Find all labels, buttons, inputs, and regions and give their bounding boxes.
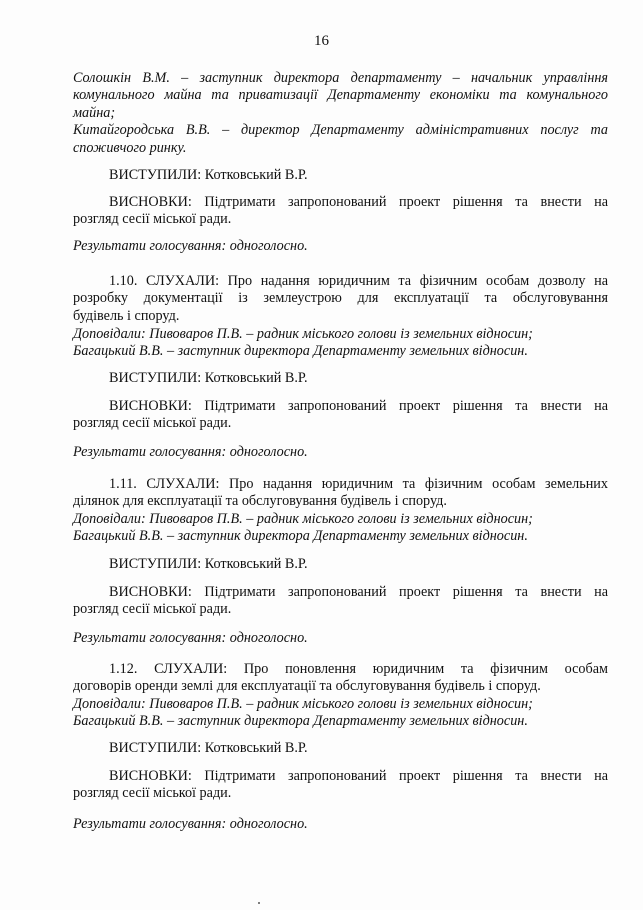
reporters-1-12: Доповідали: Пивоваров П.В. – радник міського голови із земельних відносин; Багацький В.В. – заступник директора Департаменту земельних відносин. [73,696,533,730]
vystupyly-line: ВИСТУПИЛИ: Котковський В.Р. [109,370,308,386]
vysnovky-paragraph: ВИСНОВКИ: Підтримати запропонований проект рішення та внести на розгляд сесії міської ради. [73,194,608,228]
sluhaly-paragraph-1-12: 1.12. СЛУХАЛИ: Про поновлення юридичним та фізичним особам договорів оренди землі для експлуатації та обслуговування будівель і споруд. [73,661,608,695]
reporters-1-11: Доповідали: Пивоваров П.В. – радник міського голови із земельних відносин; Багацький В.В. – заступник директора Департаменту земельних відносин. [73,511,533,545]
vysnovky-paragraph: ВИСНОВКИ: Підтримати запропонований проект рішення та внести на розгляд сесії міської ради. [73,398,608,432]
voting-results: Результати голосування: одноголосно. [73,630,308,646]
speaker-line: майна; [73,104,116,121]
sluhaly-paragraph-1-10: 1.10. СЛУХАЛИ: Про надання юридичним та фізичним особам дозволу на розробку документації із землеустрою для експлуатації та обслуговування будівель і споруд. [73,273,608,324]
vysnovky-paragraph: ВИСНОВКИ: Підтримати запропонований проект рішення та внести на розгляд сесії міської ради. [73,768,608,802]
voting-results: Результати голосування: одноголосно. [73,444,308,460]
voting-results: Результати голосування: одноголосно. [73,238,308,254]
vystupyly-line: ВИСТУПИЛИ: Котковський В.Р. [109,740,308,756]
voting-results: Результати голосування: одноголосно. [73,816,308,832]
speaker-line: Солошкін В.М. – заступник директора департаменту – начальник управління [73,70,608,86]
speaker-line: Китайгородська В.В. – директор Департаменту адміністративних послуг та [73,122,608,139]
page-number: 16 [314,33,329,49]
speaker-line: комунального майна та приватизації Департаменту економіки та комунального [73,87,608,104]
speakers-continued [73,70,608,157]
sluhaly-paragraph-1-11: 1.11. СЛУХАЛИ: Про надання юридичним та фізичним особам земельних ділянок для експлуатації та обслуговування будівель і споруд. [73,476,608,510]
speaker-line: споживчого ринку. [73,139,187,156]
vystupyly-line: ВИСТУПИЛИ: Котковський В.Р. [109,556,308,572]
vystupyly-line: ВИСТУПИЛИ: Котковський В.Р. [109,167,308,183]
vysnovky-paragraph: ВИСНОВКИ: Підтримати запропонований проект рішення та внести на розгляд сесії міської ради. [73,584,608,618]
scan-speck [258,902,260,904]
reporters-1-10: Доповідали: Пивоваров П.В. – радник міського голови із земельних відносин; Багацький В.В. – заступник директора Департаменту земельних відносин. [73,326,533,360]
